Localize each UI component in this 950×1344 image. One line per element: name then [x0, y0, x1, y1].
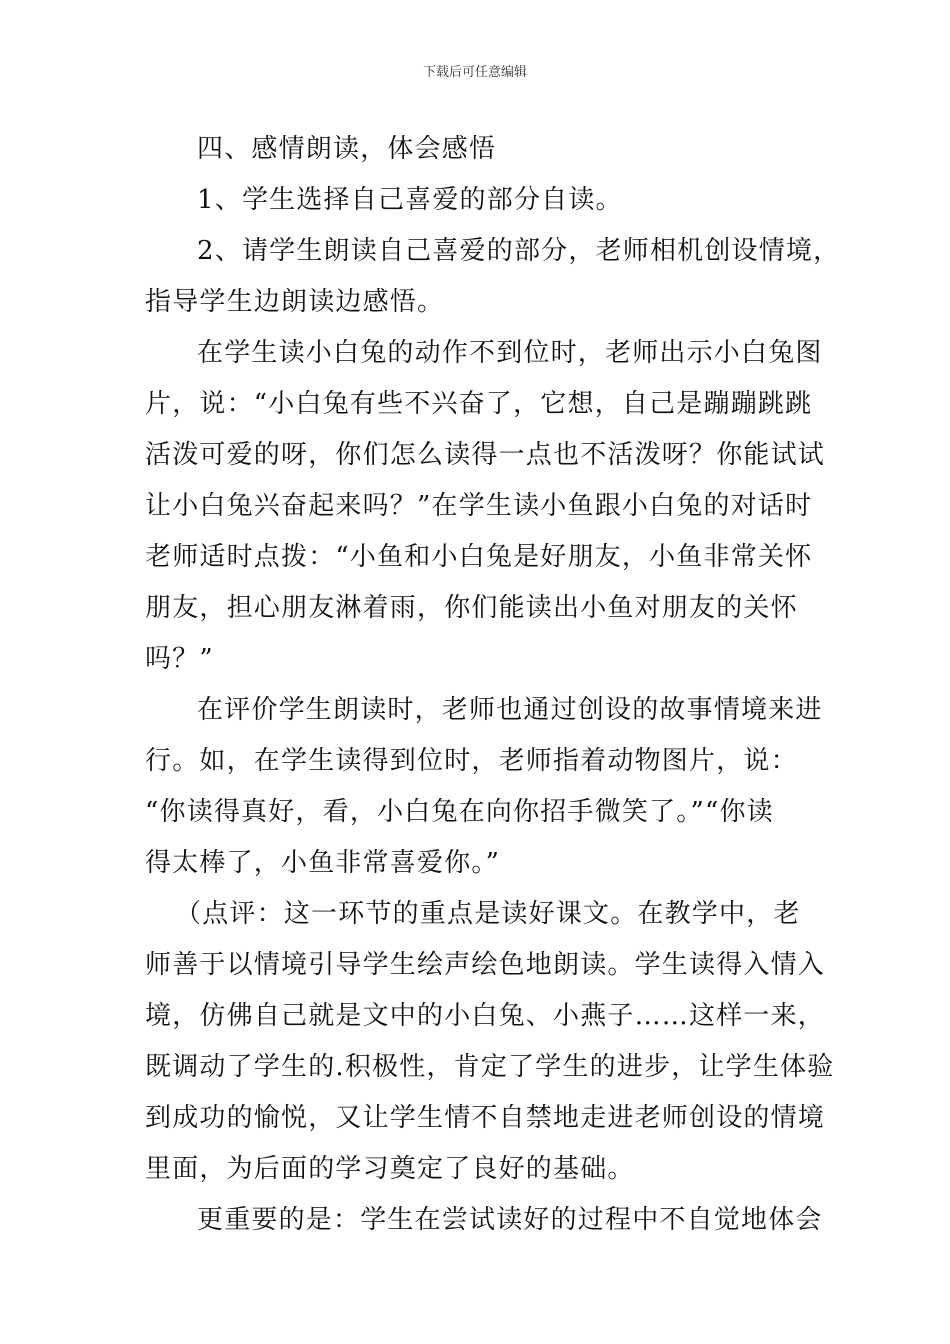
text-line: 更重要的是：学生在尝试读好的过程中不自觉地体会 [197, 1205, 823, 1235]
section-heading: 四、感情朗读，体会感悟 [197, 134, 497, 164]
commentary-line: （点评：这一环节的重点是读好课文。在教学中，老 [175, 899, 801, 929]
commentary-line: 到成功的愉悦，又让学生情不自禁地走进老师创设的情境 [145, 1103, 826, 1133]
page-header: 下载后可任意编辑 [422, 65, 527, 80]
commentary-line: 境，仿佛自己就是文中的小白兔、小燕子……这样一来， [145, 1001, 826, 1031]
text-line: 2、请学生朗读自己喜爱的部分，老师相机创设情境， [197, 236, 841, 266]
text-line: 1、学生选择自己喜爱的部分自读。 [197, 185, 623, 215]
commentary-line: 里面，为后面的学习奠定了良好的基础。 [145, 1154, 635, 1184]
text-line: 朋友，担心朋友淋着雨，你们能读出小鱼对朋友的关怀 [145, 593, 798, 623]
text-line: 让小白兔兴奋起来吗？”在学生读小鱼跟小白兔的对话时 [145, 491, 813, 521]
commentary-line: 师善于以情境引导学生绘声绘色地朗读。学生读得入情入 [145, 950, 826, 980]
text-line: 活泼可爱的呀，你们怎么读得一点也不活泼呀？你能试试 [145, 440, 826, 470]
text-line: 行。如，在学生读得到位时，老师指着动物图片，说： [145, 746, 798, 776]
text-line: 在评价学生朗读时，老师也通过创设的故事情境来进 [197, 695, 823, 725]
text-line: 指导学生边朗读边感悟。 [145, 287, 445, 317]
text-line: 得太棒了，小鱼非常喜爱你。” [145, 848, 501, 878]
text-line: 在学生读小白兔的动作不到位时，老师出示小白兔图 [197, 338, 823, 368]
text-line: “你读得真好，看，小白兔在向你招手微笑了。”“你读 [145, 797, 774, 827]
text-line: 吗？” [145, 644, 214, 674]
text-line: 老师适时点拨：“小鱼和小白兔是好朋友，小鱼非常关怀 [145, 542, 813, 572]
commentary-line: 既调动了学生的.积极性，肯定了学生的进步，让学生体验 [145, 1052, 835, 1082]
text-line: 片，说：“小白兔有些不兴奋了，它想，自己是蹦蹦跳跳 [145, 389, 813, 419]
